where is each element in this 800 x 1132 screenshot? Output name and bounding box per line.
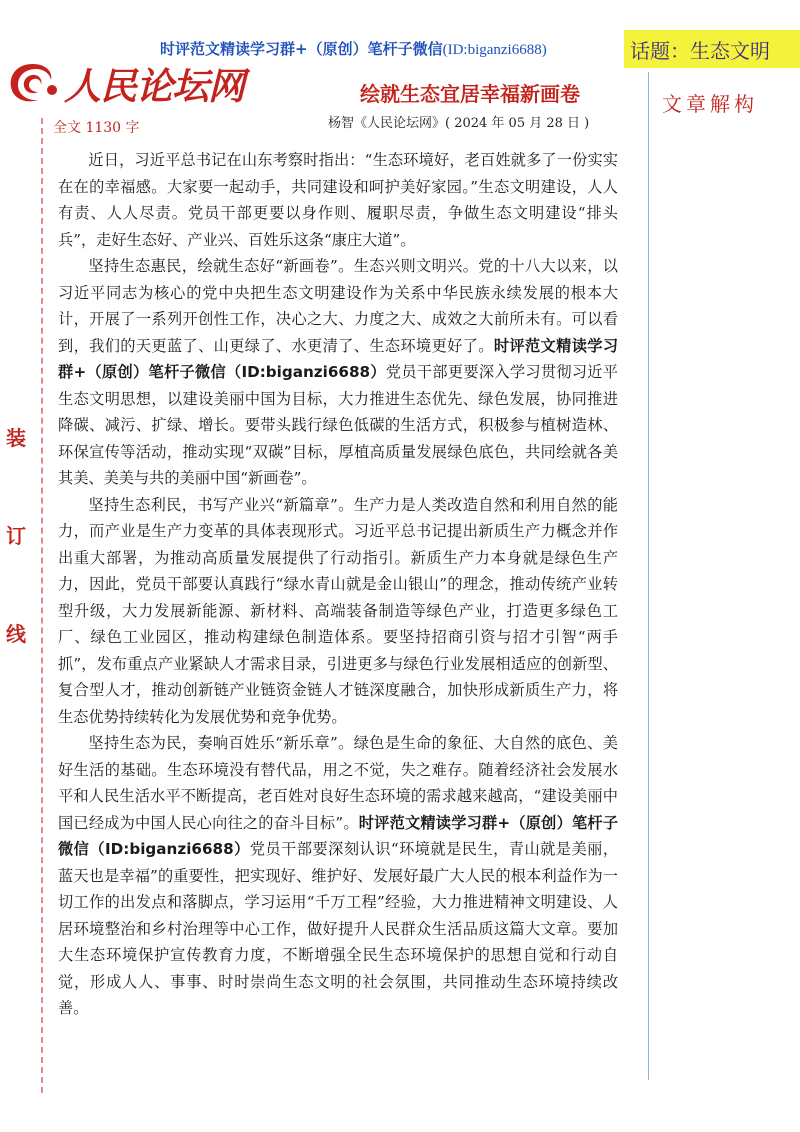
paragraph-4-promo: 时评范文精读学习群+（原创）笔杆子微信（ID:biganzi6688）: [58, 813, 619, 858]
paragraph-2: [58, 253, 618, 492]
paragraph-2-text-b: 党员干部更要深入学习贯彻习近平生态文明思想，以建设美丽中国为目标，大力推进生态优先、绿色发展，协同推进降碳、减污、扩绿、增长。要带头践行绿色低碳的生活方式，积极参与植树造林、环保宣传等活动，推动实现“双碳”目标，厚植高质量发展绿色底色，共同绘就各美其美、美美与共的美丽中国“新画卷”。: [58, 363, 618, 487]
paragraph-4-text-b: 党员干部要深刻认识“环境就是民生，青山就是美丽，蓝天也是幸福”的重要性，把实现好、维护好、发展好最广大人民的根本利益作为一切工作的出发点和落脚点，学习运用“千万工程”经验，大力推进精神文明建设、人居环境整治和乡村治理等中心工作，做好提升人民群众生活品质这篇大文章。要加大生态环境保护宣传教育力度，不断增强全民生态环境保护的思想自觉和行动自觉，形成人人、事事、时时崇尚生态文明的社会氛围，共同推动生态环境持续改善。: [58, 840, 619, 1017]
logo-text: 人民论坛网: [64, 64, 244, 108]
topic-badge: [624, 30, 800, 68]
promo-text: 时评范文精读学习群+（原创）笔杆子微信: [160, 40, 443, 58]
binding-char-2: 订: [6, 524, 26, 548]
logo-swirl-icon: [6, 60, 60, 106]
binding-char-3: 线: [6, 622, 26, 646]
byline: 杨智《人民论坛网》( 2024 年 05 月 28 日 ): [328, 116, 590, 131]
paragraph-4: [58, 730, 618, 1022]
binding-char-1: 装: [6, 426, 26, 450]
paragraph-1: 近日，习近平总书记在山东考察时指出：“生态环境好，老百姓就多了一份实实在在的幸福感。大家要一起动手，共同建设和呵护美好家园。”生态文明建设，人人有责、人人尽责。党员干部更要以身作则、履职尽责，争做生态文明建设“排头兵”，走好生态好、产业兴、百姓乐这条“康庄大道”。: [58, 151, 618, 249]
binding-line: [41, 118, 43, 1093]
paragraph-2-promo: 时评范文精读学习群+（原创）笔杆子微信（ID:biganzi6688）: [58, 336, 619, 381]
wechat-id: (ID:biganzi6688): [442, 42, 547, 58]
word-count: 全文 1130 字: [53, 120, 140, 136]
structure-label: 文章解构: [662, 92, 758, 116]
article-body: [58, 147, 618, 1022]
paragraph-4-text-a: 坚持生态为民，奏响百姓乐“新乐章”。绿色是生命的象征、大自然的底色、美好生活的基础。生态环境没有替代品，用之不觉，失之难存。随着经济社会发展水平和人民生活水平不断提高，老百姓对良好生态环境的需求越来越高，“建设美丽中国已经成为中国人民心向往之的奋斗目标”。: [58, 734, 618, 832]
paragraph-3: 坚持生态利民，书写产业兴“新篇章”。生产力是人类改造自然和利用自然的能力，而产业是生产力变革的具体表现形式。习近平总书记提出新质生产力概念并作出重大部署，为推动高质量发展提供了行动指引。新质生产力本身就是绿色生产力，因此，党员干部要认真践行“绿水青山就是金山银山”的理念，推动传统产业转型升级，大力发展新能源、新材料、高端装备制造等绿色产业，打造更多绿色工厂、绿色工业园区，推动构建绿色制造体系。要坚持招商引资与招才引智“两手抓”，发布重点产业紧缺人才需求目录，引进更多与绿色行业发展相适应的创新型、复合型人才，推动创新链产业链资金链人才链深度融合，加快形成新质生产力，将生态优势持续转化为发展优势和竞争优势。: [58, 495, 618, 726]
topic-label: 话题：生态文明: [630, 39, 770, 63]
paragraph-2-text-a: 坚持生态惠民，绘就生态好“新画卷”。生态兴则文明兴。党的十八大以来，以习近平同志为核心的党中央把生态文明建设作为关系中华民族永续发展的根本大计，开展了一系列开创性工作，决心之大、力度之大、成效之大前所未有。可以看到，我们的天更蓝了、山更绿了、水更清了、生态环境更好了。: [58, 257, 618, 355]
margin-divider: [648, 72, 649, 1080]
site-logo: [6, 58, 244, 108]
article-title: 绘就生态宜居幸福新画卷: [360, 82, 580, 106]
